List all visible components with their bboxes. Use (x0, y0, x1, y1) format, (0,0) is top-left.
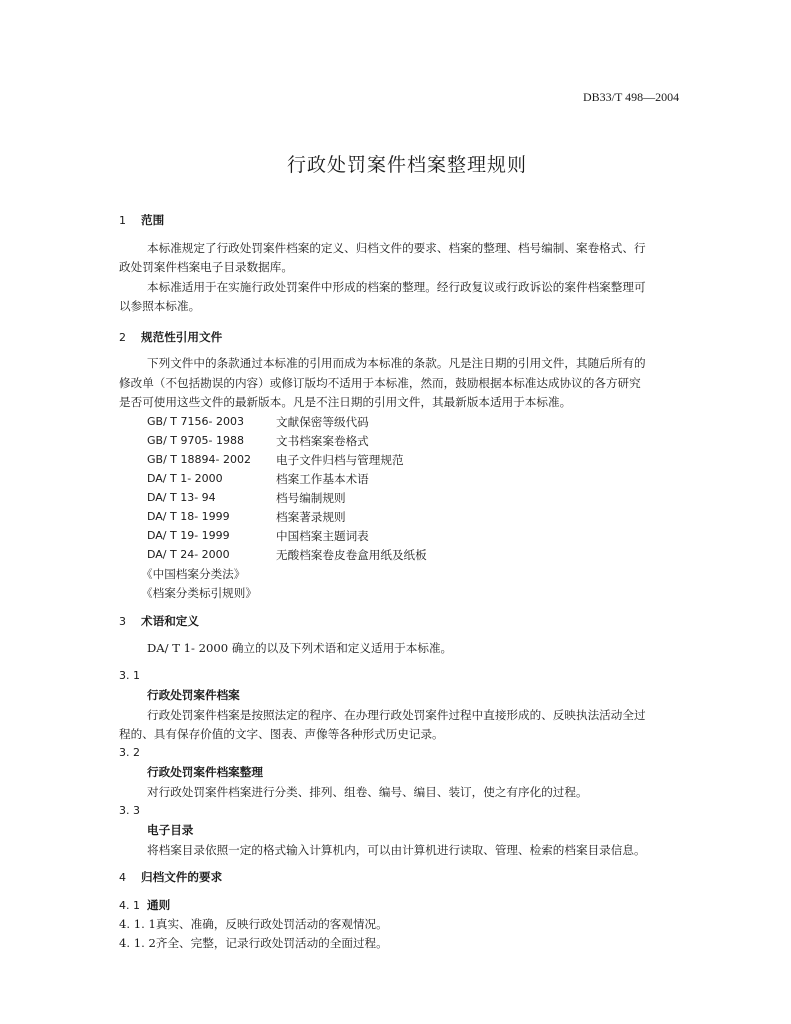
reference-code: DA/ T 24- 2000 (147, 548, 230, 561)
clause-4-1-1: 4. 1. 1真实、准确，反映行政处罚活动的客观情况。 (119, 917, 388, 931)
section-3-number: 3 (119, 615, 126, 628)
reference-name: 档案工作基本术语 (276, 472, 369, 486)
reference-name: 电子文件归档与管理规范 (276, 453, 404, 467)
section-1-para1-line1: 本标准规定了行政处罚案件档案的定义、归档文件的要求、档案的整理、档号编制、案卷格式、行 (147, 241, 646, 255)
page-title: 行政处罚案件档案整理规则 (287, 154, 528, 176)
reference-book-2: 《档案分类标引规则》 (141, 586, 257, 600)
section-2-heading: 规范性引用文件 (141, 330, 223, 344)
section-2-para-line3: 是否可使用这些文件的最新版本。凡是不注日期的引用文件，其最新版本适用于本标准。 (119, 395, 572, 409)
reference-code: DA/ T 1- 2000 (147, 472, 223, 485)
reference-name: 档号编制规则 (276, 491, 346, 505)
term-3-1-definition-line2: 程的、具有保存价值的文字、图表、声像等各种形式历史记录。 (119, 727, 444, 741)
reference-code: DA/ T 13- 94 (147, 491, 216, 504)
term-3-3-number: 3. 3 (119, 804, 140, 817)
term-3-1-number: 3. 1 (119, 669, 140, 682)
term-3-2-number: 3. 2 (119, 746, 140, 759)
section-1-heading: 范围 (141, 213, 165, 227)
reference-code: DA/ T 19- 1999 (147, 529, 230, 542)
term-3-2-definition: 对行政处罚案件档案进行分类、排列、组卷、编号、编目、装订，使之有序化的过程。 (147, 785, 588, 799)
document-code: DB33/T 498—2004 (583, 90, 680, 104)
section-3-heading: 术语和定义 (141, 614, 199, 628)
section-1-para1-line2: 政处罚案件档案电子目录数据库。 (119, 260, 293, 274)
term-3-3-heading: 电子目录 (147, 823, 194, 837)
reference-code: GB/ T 18894- 2002 (147, 453, 251, 466)
term-3-1-definition-line1: 行政处罚案件档案是按照法定的程序、在办理行政处罚案件过程中直接形成的、反映执法活动全过 (147, 708, 646, 722)
reference-code: DA/ T 18- 1999 (147, 510, 230, 523)
reference-name: 中国档案主题词表 (276, 529, 369, 543)
reference-name: 文献保密等级代码 (276, 415, 369, 429)
term-3-3-definition: 将档案目录依照一定的格式输入计算机内，可以由计算机进行读取、管理、检索的档案目录信息。 (147, 843, 646, 857)
subsection-4-1-heading: 通则 (147, 898, 171, 912)
section-4-heading: 归档文件的要求 (141, 870, 223, 884)
reference-name: 无酸档案卷皮卷盒用纸及纸板 (276, 548, 427, 562)
reference-code: GB/ T 9705- 1988 (147, 434, 244, 447)
section-1-para2-line1: 本标准适用于在实施行政处罚案件中形成的档案的整理。经行政复议或行政诉讼的案件档案整理可 (147, 280, 646, 294)
reference-name: 文书档案案卷格式 (276, 434, 369, 448)
term-3-2-heading: 行政处罚案件档案整理 (147, 765, 263, 779)
section-2-para-line1: 下列文件中的条款通过本标准的引用而成为本标准的条款。凡是注日期的引用文件，其随后所有的 (147, 356, 646, 370)
clause-4-1-2: 4. 1. 2齐全、完整，记录行政处罚活动的全面过程。 (119, 936, 388, 950)
reference-book-1: 《中国档案分类法》 (141, 567, 246, 581)
subsection-4-1-number: 4. 1 (119, 899, 140, 912)
reference-code: GB/ T 7156- 2003 (147, 415, 244, 428)
term-3-1-heading: 行政处罚案件档案 (147, 688, 240, 702)
reference-name: 档案著录规则 (276, 510, 346, 524)
section-2-para-line2: 修改单（不包括勘误的内容）或修订版均不适用于本标准，然而，鼓励根据本标准达成协议的各方研究 (119, 376, 641, 390)
section-1-para2-line2: 以参照本标准。 (119, 299, 201, 313)
section-2-number: 2 (119, 331, 126, 344)
section-4-number: 4 (119, 871, 126, 884)
section-3-intro: DA/ T 1- 2000 确立的以及下列术语和定义适用于本标准。 (147, 641, 453, 655)
section-1-number: 1 (119, 214, 126, 227)
